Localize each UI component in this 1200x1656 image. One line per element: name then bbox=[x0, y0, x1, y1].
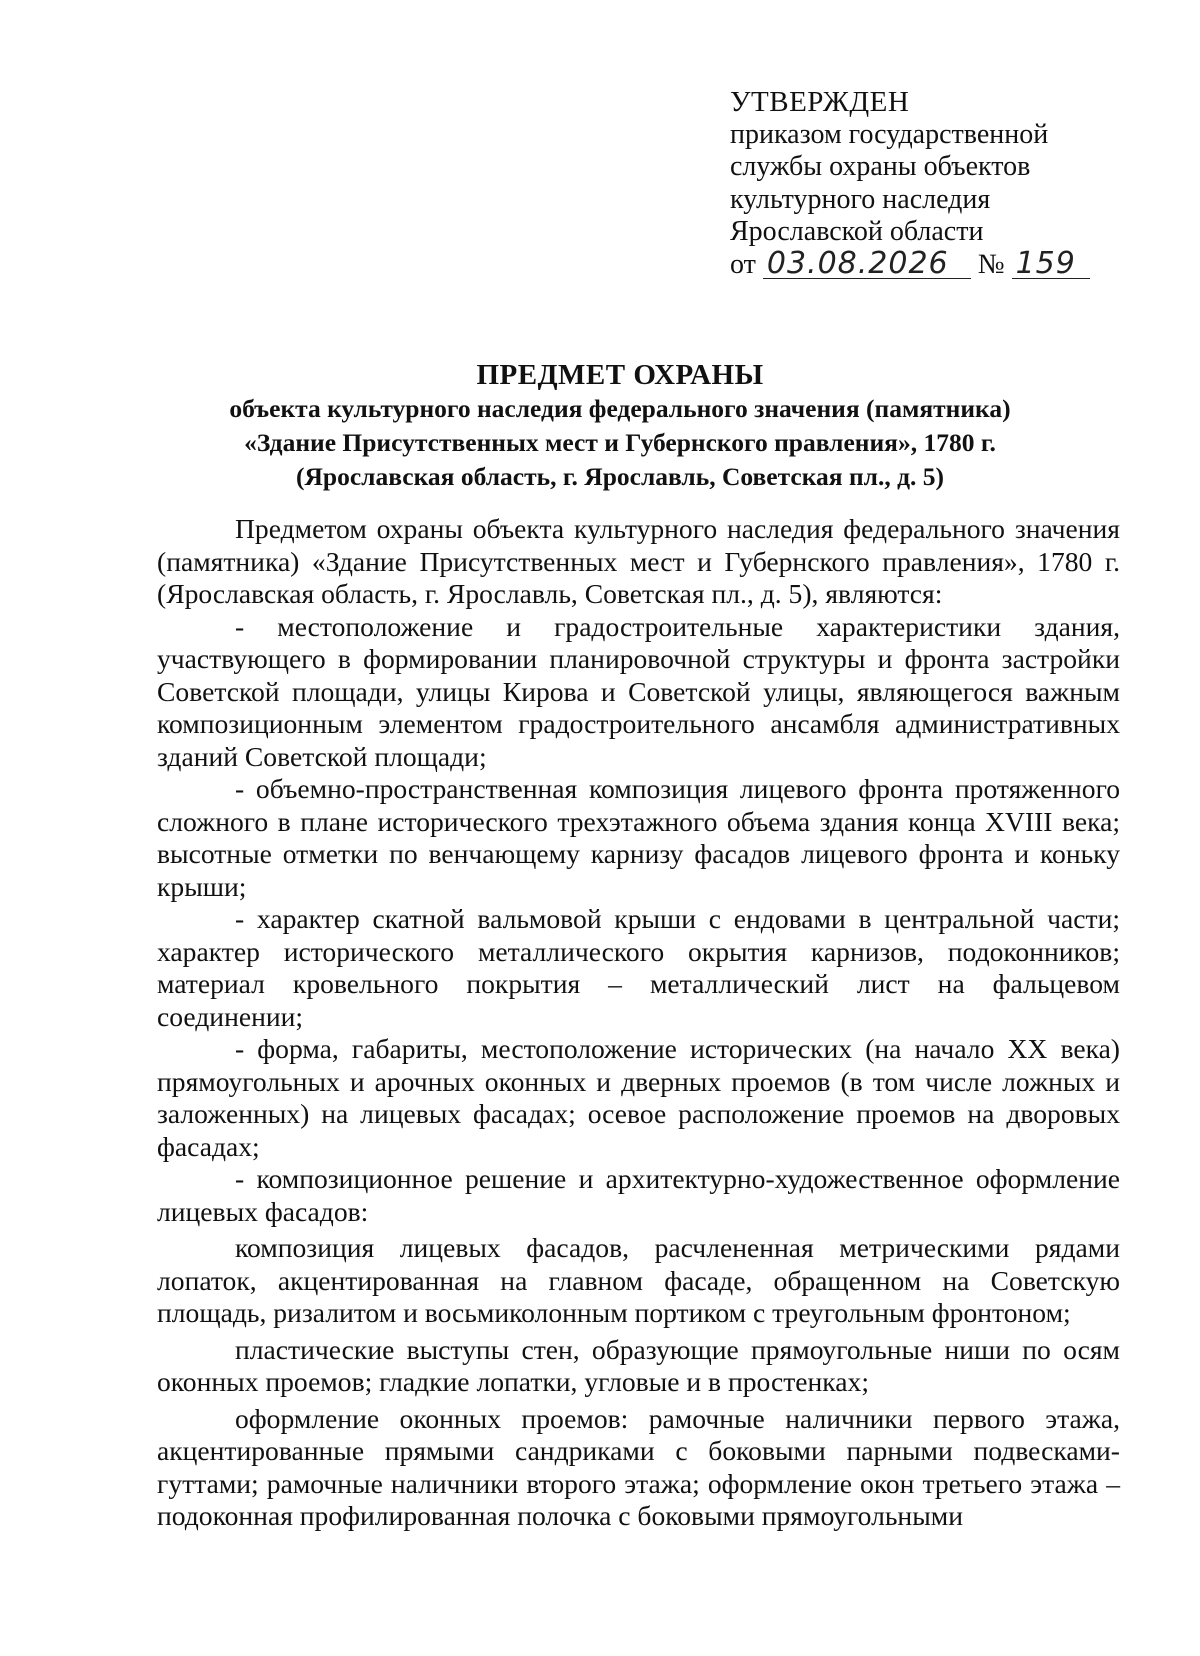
date-prefix: от bbox=[730, 248, 756, 280]
body-paragraph: оформление оконных проемов: рамочные наличники первого этажа, акцентированные прямыми сандриками с боковыми парными подвесками-гуттами; рамочные наличники второго этажа; оформление окон третьего этажа – подоконная профилированная полочка с боковыми прямоугольными bbox=[157, 1402, 1120, 1531]
approval-line: культурного наследия bbox=[730, 183, 991, 215]
document-title-block bbox=[140, 358, 1100, 494]
approval-stamp bbox=[730, 86, 1150, 281]
document-subtitle-line: «Здание Присутственных мест и Губернского правления», 1780 г. bbox=[244, 428, 996, 457]
approval-line: Ярославской области bbox=[730, 216, 984, 247]
handwritten-number: 159 bbox=[1015, 245, 1076, 281]
approval-line: приказом государственной bbox=[730, 118, 1049, 150]
body-paragraph: - характер скатной вальмовой крыши с ендовами в центральной части; характер исторического металлического окрытия карнизов, подоконников; материал кровельного покрытия – металлический лист на фальцевом соединении; bbox=[157, 903, 1120, 1032]
body-paragraph: пластические выступы стен, образующие прямоугольные ниши по осям оконных проемов; гладкие лопатки, угловые и в простенках; bbox=[157, 1333, 1120, 1397]
approval-date-line bbox=[730, 245, 1150, 282]
body-paragraph: - композиционное решение и архитектурно-художественное оформление лицевых фасадов: bbox=[157, 1163, 1120, 1227]
document-title: ПРЕДМЕТ ОХРАНЫ bbox=[476, 359, 764, 391]
approval-heading: УТВЕРЖДЕН bbox=[730, 86, 910, 118]
approval-line: службы охраны объектов bbox=[730, 151, 1031, 182]
handwritten-date: 03.08.2026 bbox=[766, 245, 949, 281]
body-paragraph: композиция лицевых фасадов, расчлененная метрическими рядами лопаток, акцентированная на главном фасаде, обращенном на Советскую площадь, ризалитом и восьмиколонным портиком с треугольным фронтоном; bbox=[157, 1232, 1120, 1328]
number-field bbox=[1012, 245, 1090, 281]
body-paragraph: - объемно-пространственная композиция лицевого фронта протяженного сложного в плане исторического трехэтажного объема здания конца XVIII века; высотные отметки по венчающему карнизу фасадов лицевого фронта и коньку крыши; bbox=[157, 773, 1120, 902]
document-subtitle-line: объекта культурного наследия федерального значения (памятника) bbox=[229, 394, 1011, 423]
body-paragraph: Предметом охраны объекта культурного наследия федерального значения (памятника) «Здание Присутственных мест и Губернского правления», 1780 г. (Ярославская область, г. Ярославль, Советская пл., д. 5), являются: bbox=[157, 513, 1120, 609]
number-prefix: № bbox=[977, 248, 1005, 280]
document-subtitle-line: (Ярославская область, г. Ярославль, Советская пл., д. 5) bbox=[295, 462, 944, 491]
document-body bbox=[157, 513, 1120, 1533]
date-field bbox=[763, 245, 971, 281]
body-paragraph: - местоположение и градостроительные характеристики здания, участвующего в формировании планировочной структуры и фронта застройки Советской площади, улицы Кирова и Советской улицы, являющегося важным композиционным элементом градостроительного ансамбля административных зданий Советской площади; bbox=[157, 610, 1120, 772]
body-paragraph: - форма, габариты, местоположение исторических (на начало XX века) прямоугольных и арочных оконных и дверных проемов (в том числе ложных и заложенных) на лицевых фасадах; осевое расположение проемов на дворовых фасадах; bbox=[157, 1033, 1120, 1162]
